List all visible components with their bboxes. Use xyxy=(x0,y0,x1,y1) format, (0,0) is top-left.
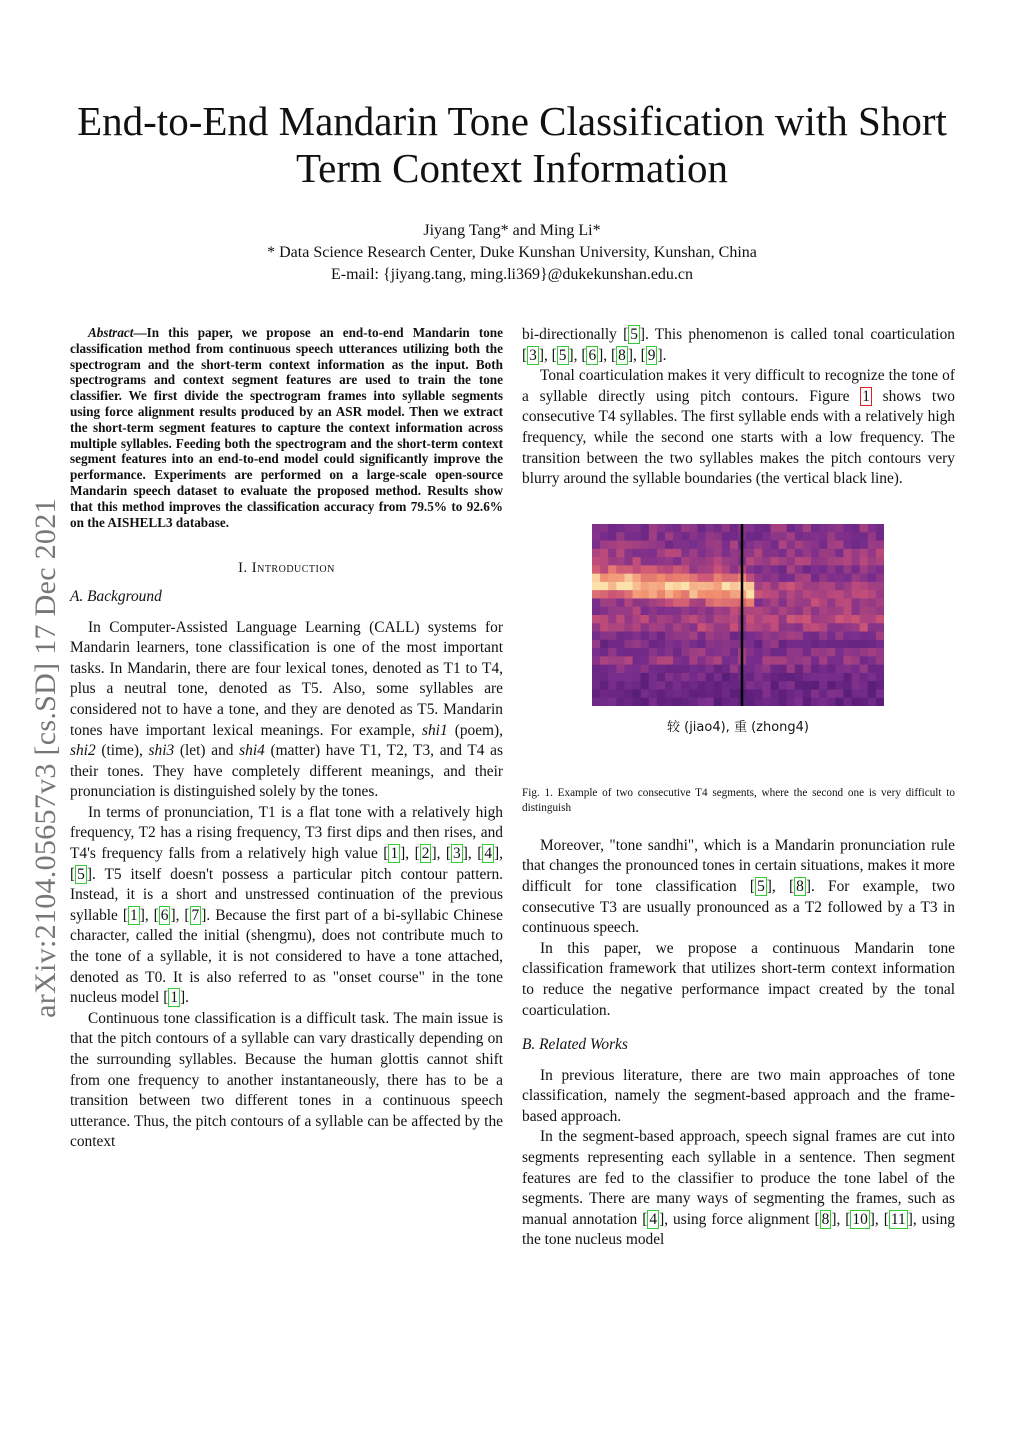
citation-link[interactable]: 1 xyxy=(390,845,399,863)
citation-link[interactable]: 5 xyxy=(630,326,638,343)
citation-link[interactable]: 2 xyxy=(421,845,430,863)
figure-label: 较 (jiao4), 重 (zhong4) xyxy=(666,719,809,735)
email: E-mail: {jiyang.tang, ming.li369}@dukekunshan.edu.cn xyxy=(330,266,694,283)
arxiv-id: arXiv:2104.05657v3 [cs.SD] 17 Dec 2021 xyxy=(29,498,62,1018)
abstract: Abstract—In this paper, we propose an end-to-end Mandarin tone classification method from continuous speech utterances utilizing both the spectrogram and the short-term context information as the input. Both spectrograms and context segment features are used to train the tone classifier. We first divide the spectrogram frames into syllable segments using force alignment results produced by an ASR model. Then we extract the short-term segment features to capture the context information across multiple syllables. Feeding both the spectrogram and the short-term context segment features into an end-to-end model could significantly improve the performance. Experiments are performed on a large-scale open-source Mandarin speech dataset to evaluate the proposed method. Results show that this method improves the classification accuracy from 79.5% to 92.6% on the AISHELL3 database. xyxy=(70,325,503,530)
citation-link[interactable]: 1 xyxy=(129,906,138,924)
citation-link[interactable]: 6 xyxy=(588,346,597,364)
citation-link[interactable]: 5 xyxy=(558,346,567,364)
citation-link[interactable]: 8 xyxy=(821,1210,830,1228)
paragraph-proposal: In this paper, we propose a continuous Mandarin tone classification framework that utilizes short-term context information to reduce the negative performance impact created by the tonal coarticulation. xyxy=(522,939,955,1019)
paragraph-related-1: In previous literature, there are two main approaches of tone classification, namely the segment-based approach and the frame-based approach. xyxy=(522,1066,955,1125)
paragraph-intro-3: Continuous tone classification is a difficult task. The main issue is that the pitch contours of a syllable can vary drastically depending on the surrounding syllables. Because the human glottis cannot shift from one frequency to another instantaneously, there has to be a transition between two different tones in a continuous speech utterance. Thus, the pitch contours of a syllable can be affected by the context xyxy=(70,1009,503,1151)
citation-link[interactable]: 3 xyxy=(529,346,537,364)
subsection-heading-background: A. Background xyxy=(70,587,162,605)
citation-link[interactable]: 5 xyxy=(757,877,765,895)
arxiv-sidebar xyxy=(16,448,76,1068)
paragraph-intro-1: In Computer-Assisted Language Learning (CALL) systems for Mandarin learners, tone classification is one of the most important tasks. In Mandarin, there are four lexical tones, denoted as T1 to T4, plus a neutral tone, denoted as T5. Also, some syllables are considered not to have a tone, and they are denoted as T5. Mandarin tones have important lexical meanings. For example, shi1 (poem), shi2 (time), shi3 (let) and shi4 (matter) have T1, T2, T3, and T4 as their tones. They have completely different meanings, and their pronunciation is distinguished solely by the tones. xyxy=(70,618,504,801)
citation-link[interactable]: 5 xyxy=(77,865,85,883)
author-block xyxy=(60,220,964,286)
abstract-label: Abstract xyxy=(88,325,134,340)
citation-link[interactable]: 4 xyxy=(649,1210,658,1228)
citation-link[interactable]: 10 xyxy=(852,1210,868,1228)
paragraph-coarticulation: bi-directionally [ 5 ]. This phenomenon is called tonal coarticulation [ 3 ], [ 5 ], [ 6 ], [ 8 ], [ 9 ]. xyxy=(522,326,955,364)
citation-link[interactable]: 11 xyxy=(890,1210,906,1228)
subsection-heading-related-works: B. Related Works xyxy=(522,1036,628,1054)
figure-1 xyxy=(522,512,955,750)
paragraph-related-2: In the segment-based approach, speech signal frames are cut into segments representing each syllable in a sentence. Then segment features are fed to the classifier to produce the tone label of the segments. There are many ways of segmenting the frames, such as manual annotation [ 4 ], using force alignment [ 8 ], [ 10 ], [ 11 ], using the tone nucleus model xyxy=(522,1128,956,1249)
paragraph-tone-sandhi: Moreover, "tone sandhi", which is a Mandarin pronunciation rule that changes the pronounced tones in certain situations, makes it more difficult for tone classification [ 5 ], [ 8 ]. For example, two consecutive T3 are usually pronounced as a T2 followed by a T3 in continuous speech. xyxy=(522,836,955,937)
citation-link[interactable]: 3 xyxy=(453,845,461,863)
citation-link[interactable]: 8 xyxy=(618,346,626,364)
right-column xyxy=(522,325,955,1251)
citation-link[interactable]: 1 xyxy=(170,989,179,1007)
left-column xyxy=(70,325,503,1153)
figure-caption: Fig. 1. Example of two consecutive T4 segments, where the second one is very difficult to distinguish xyxy=(522,786,955,814)
abstract-text: In this paper, we propose an end-to-end Mandarin tone classification method from continuous speech utterances utilizing both the spectrogram and the short-term context information as the input. Both spectrograms and context segment features are used to train the tone classifier. We first divide the spectrogram frames into syllable segments using force alignment results produced by an ASR model. Then we extract the short-term segment features to capture the context information across multiple syllables. Feeding both the spectrogram and the short-term context segment features into an end-to-end model could significantly improve the performance. Experiments are performed on a large-scale open-source Mandarin speech dataset to evaluate the proposed method. Results show that this method improves the classification accuracy from 79.5% to 92.6% on the AISHELL3 database. xyxy=(70,325,503,530)
affiliation: * Data Science Research Center, Duke Kunshan University, Kunshan, China xyxy=(267,244,757,261)
paragraph-intro-2: In terms of pronunciation, T1 is a flat tone with a relatively high frequency, T2 has a rising frequency, T3 first dips and then rises, and T4's frequency falls from a relatively high value [ 1 ], [ 2 ], [ 3 ], [ 4 ], [ 5 ]. T5 itself doesn't possess a particular pitch contour pattern. Instead, it is a short and unstressed continuation of the previous syllable [ 1 ], [ 6 ], [ 7 ]. Because the first part of a bi-syllabic Chinese character, called the initial (shengmu), does not contribute much to the tone of a syllable, it is not considered to have a tone attached, denoted as T0. It is also referred to as "onset course" in the tone nucleus model [ 1 ]. xyxy=(70,803,504,1007)
citation-link[interactable]: 8 xyxy=(796,877,804,895)
paragraph-figure-intro: Tonal coarticulation makes it very difficult to recognize the tone of a syllable directly using pitch contours. Figure 1 shows two consecutive T4 syllables. The first syllable ends with a relatively high frequency, while the second one starts with a low frequency. The transition between the two syllables makes the pitch contours very blurry around the syllable boundaries (the vertical black line). xyxy=(522,367,955,488)
paper-title: End-to-End Mandarin Tone Classification with Short Term Context Information xyxy=(77,98,947,191)
spectrogram-image xyxy=(592,524,884,706)
author-names: Jiyang Tang* and Ming Li* xyxy=(423,222,601,239)
citation-link[interactable]: 6 xyxy=(160,906,169,924)
citation-link[interactable]: 9 xyxy=(647,346,656,364)
section-heading-introduction: I. Introduction xyxy=(238,560,335,577)
citation-link[interactable]: 7 xyxy=(191,906,200,924)
figure-reference-link[interactable]: 1 xyxy=(862,387,870,405)
citation-link[interactable]: 4 xyxy=(484,845,493,863)
